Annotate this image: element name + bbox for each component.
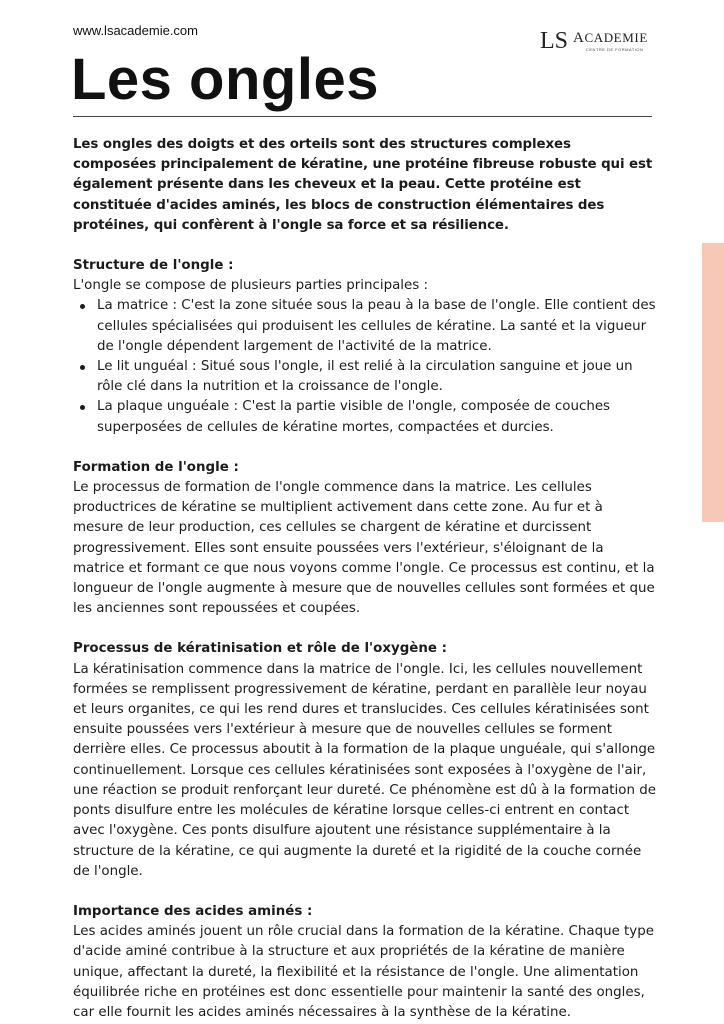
keratinisation-paragraph: La kératinisation commence dans la matrice de l'ongle. Ici, les cellules nouvellement formées se remplissent progressivement de kératine, perdant en parallèle leur noyau et leurs organites, ce qui les rend dures et translucides. Ces cellules kératinisées sont ensuite poussées vers l'extérieur à mesure que de nouvelles cellules se forment derrière elles. Ce processus aboutit à la formation de la plaque unguéale, qui s'allonge continuellement. Lorsque ces cellules kératinisées sont exposées à l'oxygène de l'air, une réaction se produit renforçant leur dureté. Ce phénomène est dû à la formation de ponts disulfure entre les molécules de kératine lorsque celles-ci entrent en contact avec l'oxygène. Ces ponts disulfure ajoutent une résistance supplémentaire à la structure de la kératine, ce qui augmente la dureté et la rigidité de la couche cornée de l'ongle. <box>73 661 656 879</box>
side-accent-tab <box>702 243 724 522</box>
structure-section <box>73 256 657 438</box>
amino-heading: Importance des acides aminés : <box>73 903 313 919</box>
structure-list <box>73 296 657 437</box>
logo-wordmark-initial: A <box>573 30 585 46</box>
ls-academie-logo <box>540 28 652 54</box>
logo-wordmark <box>573 31 648 45</box>
amino-section <box>73 902 657 1023</box>
main-content <box>73 135 657 1023</box>
list-item-plaque-ungueale: La plaque unguéale : C'est la partie visible de l'ongle, composée de couches superposées de cellules de kératine mortes, compactées et durcies. <box>97 397 657 437</box>
list-item-matrice: La matrice : C'est la zone située sous la peau à la base de l'ongle. Elle contient des cellules spécialisées qui produisent les cellules de kératine. La santé et la vigueur de l'ongle dépendent largement de l'activité de la matrice. <box>97 296 657 357</box>
logo-wordmark-rest: CADEMIE <box>584 30 648 45</box>
amino-paragraph: Les acides aminés jouent un rôle crucial dans la formation de la kératine. Chaque type d'acide aminé contribue à la structure et aux propriétés de la kératine de manière unique, affectant la dureté, la flexibilité et la résistance de l'ongle. Une alimentation équilibrée riche en protéines est donc essentielle pour maintenir la santé des ongles, car elle fournit les acides aminés nécessaires à la synthèse de la kératine. <box>73 924 654 1020</box>
formation-section <box>73 458 657 620</box>
page-title: Les ongles <box>71 47 379 112</box>
formation-heading: Formation de l'ongle : <box>73 459 239 475</box>
keratinisation-heading: Processus de kératinisation et rôle de l'oxygène : <box>73 641 448 657</box>
list-item-lit-ungueal: Le lit unguéal : Situé sous l'ongle, il est relié à la circulation sanguine et joue un rôle clé dans la nutrition et la croissance de l'ongle. <box>97 357 657 397</box>
title-divider <box>73 116 652 117</box>
structure-heading: Structure de l'ongle : <box>73 258 234 274</box>
formation-paragraph: Le processus de formation de l'ongle commence dans la matrice. Les cellules productrices de kératine se multiplient activement dans cette zone. Au fur et à mesure de leur production, ces cellules se chargent de kératine et durcissent progressivement. Elles sont ensuite poussées vers l'extérieur, s'éloignant de la matrice et formant ce que nous voyons comme l'ongle. Ce processus est continu, et la longueur de l'ongle augmente à mesure que de nouvelles cellules sont formées et que les anciennes sont repoussées et coupées. <box>73 480 655 617</box>
structure-lead: L'ongle se compose de plusieurs parties principales : <box>73 278 428 294</box>
logo-monogram: LS <box>540 28 569 54</box>
keratinisation-section <box>73 639 657 881</box>
logo-tagline: CENTRE DE FORMATION <box>586 47 644 52</box>
website-url[interactable]: www.lsacademie.com <box>73 23 198 38</box>
intro-paragraph: Les ongles des doigts et des orteils sont des structures complexes composées principalement de kératine, une protéine fibreuse robuste qui est également présente dans les cheveux et la peau. Cette protéine est constituée d'acides aminés, les blocs de construction élémentaires des protéines, qui confèrent à l'ongle sa force et sa résilience. <box>73 137 653 233</box>
